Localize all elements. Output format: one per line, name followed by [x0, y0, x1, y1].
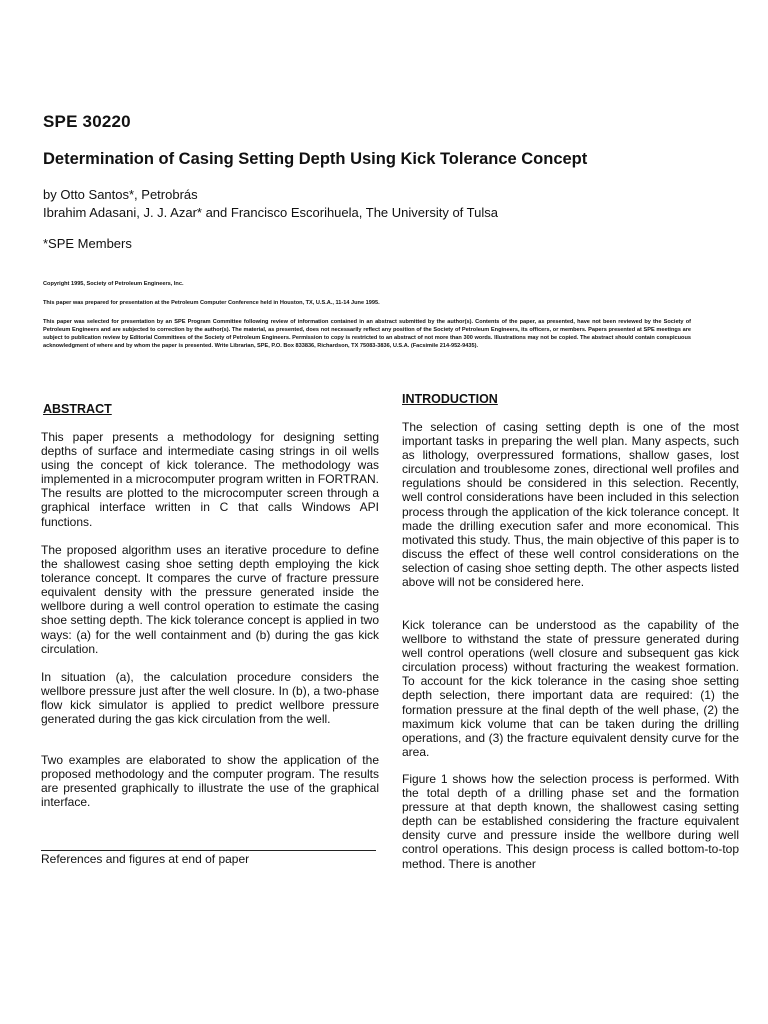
introduction-paragraph: The selection of casing setting depth is one of the most important tasks in preparing the well plan. Many aspects, such as lithology, overpressured formations, shallow gases, lost circulation and troublesome zones, directional well profiles and regulations should be considered in this selection. Recently, well control considerations have been included in this selection process through the application of the kick tolerance concept. It made the drilling execution safer and more economical. This motivated this study. Thus, the main objective of this paper is to discuss the effect of these well control considerations on the selection of casing shoe setting depth. The other aspects listed above will not be considered here.: [402, 420, 739, 590]
introduction-paragraph: Figure 1 shows how the selection process is performed. With the total depth of a drilling phase set and the formation pressure at that depth known, the shallowest casing setting depth can be established considering the fracture equivalent density curve and pressure inside the wellbore during well control operations. This design process is called bottom-to-top method. There is another: [402, 772, 739, 871]
introduction-paragraph: Kick tolerance can be understood as the capability of the wellbore to withstand the state of pressure generated during well control operations (well closure and subsequent gas kick circulation process) without fracturing the weakest formation. To account for the kick tolerance in the casing shoe setting depth selection, there important data are required: (1) the formation pressure at the final depth of the well phase, (2) the maximum kick volume that can be taken during the drilling operations, and (3) the fracture equivalent density curve for the area.: [402, 618, 739, 759]
abstract-paragraph: Two examples are elaborated to show the application of the proposed methodology and the computer program. The results are presented graphically to illustrate the use of the graphical interface.: [41, 753, 379, 810]
author-block: [43, 186, 498, 222]
paper-title: Determination of Casing Setting Depth Using Kick Tolerance Concept: [43, 150, 588, 168]
footnote-divider: [41, 850, 376, 851]
footnote: References and figures at end of paper: [41, 852, 250, 866]
paper-number: SPE 30220: [43, 112, 131, 131]
abstract-paragraph: This paper presents a methodology for designing setting depths of surface and intermediate casing strings in oil wells using the concept of kick tolerance. The methodology was implemented in a microcomputer program written in FORTRAN. The results are plotted to the microcomputer screen through a graphical interface written in C that calls Windows API functions.: [41, 430, 379, 529]
abstract-paragraph: In situation (a), the calculation procedure considers the wellbore pressure just after the well closure. In (b), a two-phase flow kick simulator is applied to predict wellbore pressure generated during the gas kick circulation from the well.: [41, 670, 379, 727]
members-note: *SPE Members: [43, 236, 132, 251]
abstract-paragraph: The proposed algorithm uses an iterative procedure to define the shallowest casing shoe setting depth employing the kick tolerance concept. It compares the curve of fracture pressure equivalent density with the pressure generated inside the wellbore during a well control operation to estimate the casing shoe setting depth. The kick tolerance concept is applied in two ways: (a) for the well containment and (b) during the gas kick circulation.: [41, 543, 379, 656]
review-notice: This paper was selected for presentation by an SPE Program Committee following review of information contained in an abstract submitted by the author(s). Contents of the paper, as presented, have not been reviewed by the Society of Petroleum Engineers and are subjected to correction by the author(s). The material, as presented, does not necessarily reflect any position of the Society of Petroleum Engineers, its officers, or members. Papers presented at SPE meetings are subject to publication review by Editorial Committees of the Society of Petroleum Engineers. Permission to copy is restricted to an abstract of not more than 300 words. Illustrations may not be copied. The abstract should contain conspicuous acknowledgment of where and by whom the paper is presented. Write Librarian, SPE, P.O. Box 833836, Richardson, TX 75083-3836, U.S.A. (Facsimile 214-952-9435).: [43, 319, 691, 349]
abstract-heading: ABSTRACT: [43, 402, 112, 416]
introduction-heading: INTRODUCTION: [402, 392, 498, 406]
copyright-notice: Copyright 1995, Society of Petroleum Engineers, Inc.: [43, 281, 184, 287]
author-line-2: Ibrahim Adasani, J. J. Azar* and Francisco Escorihuela, The University of Tulsa: [43, 205, 498, 220]
author-line-1: by Otto Santos*, Petrobrás: [43, 187, 198, 202]
presentation-notice: This paper was prepared for presentation at the Petroleum Computer Conference held in Houston, TX, U.S.A., 11-14 June 1995.: [43, 300, 380, 306]
